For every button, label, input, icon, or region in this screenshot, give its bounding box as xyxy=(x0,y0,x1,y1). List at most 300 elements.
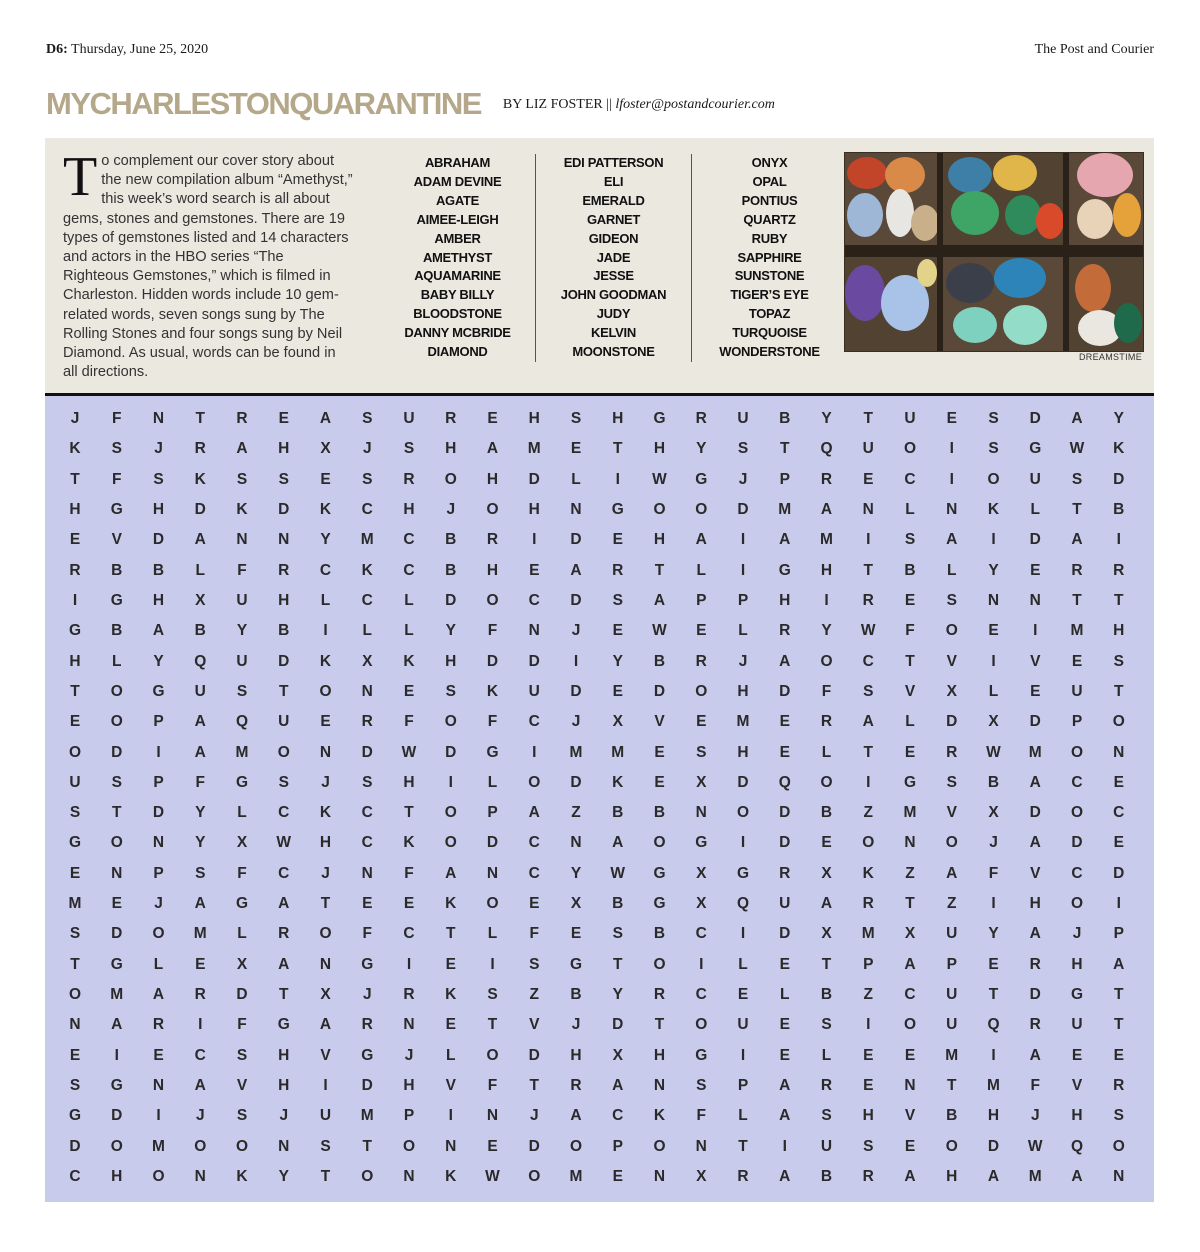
grid-letter: E xyxy=(779,955,790,973)
publication-name: The Post and Courier xyxy=(1034,42,1154,57)
grid-letter: V xyxy=(320,1046,331,1064)
grid-letter: E xyxy=(153,1046,164,1064)
grid-letter: S xyxy=(236,682,248,700)
grid-letter: B xyxy=(278,622,290,640)
grid-letter: S xyxy=(821,1107,832,1125)
grid-letter: J xyxy=(321,864,330,882)
word-list-item: SUNSTONE xyxy=(734,268,805,284)
grid-letter: I xyxy=(866,1016,871,1034)
grid-letter: H xyxy=(653,440,666,458)
grid-letter: X xyxy=(821,864,832,882)
grid-letter: E xyxy=(904,1137,916,1155)
grid-letter: D xyxy=(111,1107,123,1125)
grid-letter: I xyxy=(740,1046,746,1064)
grid-letter: S xyxy=(236,1107,248,1125)
grid-letter: O xyxy=(235,1137,249,1155)
grid-letter: W xyxy=(652,470,667,488)
grid-letter: C xyxy=(862,652,874,670)
grid-letter: C xyxy=(528,834,540,852)
grid-letter: M xyxy=(987,1077,1000,1095)
grid-letter: O xyxy=(862,834,875,852)
grid-letter: I xyxy=(740,561,746,579)
grid-letter: D xyxy=(528,1046,540,1064)
grid-letter: D xyxy=(1029,713,1041,731)
grid-letter: G xyxy=(736,864,750,882)
grid-letter: O xyxy=(903,440,917,458)
grid-letter: O xyxy=(319,682,332,700)
grid-letter: U xyxy=(737,410,749,427)
grid-letter: E xyxy=(1113,1046,1124,1064)
grid-letter: Y xyxy=(612,652,623,670)
grid-letter: E xyxy=(111,895,122,913)
grid-letter: A xyxy=(820,500,833,518)
grid-letter: E xyxy=(779,1046,790,1064)
grid-letter: N xyxy=(862,500,874,518)
grid-letter: V xyxy=(236,1077,248,1095)
word-list-item: AMETHYST xyxy=(422,249,493,265)
grid-letter: L xyxy=(320,591,331,609)
grid-letter: E xyxy=(946,410,957,427)
grid-letter: P xyxy=(863,955,874,973)
grid-letter: O xyxy=(945,834,958,852)
grid-letter: C xyxy=(904,986,916,1004)
grid-letter: B xyxy=(111,561,123,579)
grid-letter: R xyxy=(152,1016,165,1034)
grid-letter: J xyxy=(195,1107,205,1125)
grid-letter: R xyxy=(361,1016,373,1034)
grid-letter: Z xyxy=(529,986,539,1004)
grid-letter: N xyxy=(570,834,582,852)
grid-letter: J xyxy=(738,470,748,488)
word-list-item: GARNET xyxy=(586,211,641,227)
grid-letter: X xyxy=(696,773,707,791)
grid-letter: O xyxy=(110,1137,123,1155)
grid-letter: N xyxy=(278,1137,290,1155)
grid-letter: U xyxy=(779,895,791,913)
grid-letter: Q xyxy=(194,652,207,670)
grid-letter: J xyxy=(571,1016,581,1034)
grid-letter: R xyxy=(779,864,791,882)
grid-letter: F xyxy=(487,622,498,640)
grid-letter: Z xyxy=(905,864,915,882)
grid-letter: L xyxy=(404,591,414,609)
grid-letter: I xyxy=(991,895,996,913)
grid-letter: M xyxy=(193,925,207,943)
grid-letter: K xyxy=(445,986,457,1004)
grid-letter: O xyxy=(402,1137,416,1155)
grid-letter: M xyxy=(778,500,792,518)
grid-letter: T xyxy=(863,743,873,761)
grid-letter: O xyxy=(194,1137,207,1155)
grid-letter: A xyxy=(862,713,874,731)
grid-letter: D xyxy=(528,652,540,670)
grid-letter: S xyxy=(69,804,81,822)
grid-letter: T xyxy=(905,652,915,670)
grid-letter: N xyxy=(403,1016,415,1034)
photo-credit: DREAMSTIME xyxy=(1079,352,1143,362)
grid-letter: I xyxy=(866,773,871,791)
grid-letter: U xyxy=(737,1016,749,1034)
grid-letter: C xyxy=(278,864,290,882)
grid-letter: P xyxy=(612,1137,623,1155)
grid-letter: M xyxy=(820,531,833,549)
word-list-item: DANNY MCBRIDE xyxy=(404,325,511,341)
grid-letter: O xyxy=(695,500,708,518)
grid-letter: E xyxy=(1030,561,1041,579)
intro-body: o complement our cover story about the new compilation album “Amethyst,” this week’s word search is all about gems, stones and gemstones. There are 19 types of gemstones listed and 14 characters and actors in the HBO series “The Righteous Gemstones,” which is filmed in Charleston. Hidden words include 10 gem-related words, seven songs sung by The Rolling Stones and four songs sung by Neil Diamond. As usual, words can be found in all directions. xyxy=(63,153,353,381)
word-list-item: EDI PATTERSON xyxy=(563,155,664,170)
grid-letter: S xyxy=(320,1137,331,1155)
grid-letter: D xyxy=(1113,864,1125,882)
grid-letter: C xyxy=(278,804,290,822)
grid-letter: K xyxy=(653,1107,666,1125)
grid-letter: Q xyxy=(987,1016,1000,1034)
grid-letter: G xyxy=(611,500,624,518)
grid-letter: Y xyxy=(988,561,999,579)
grid-letter: E xyxy=(69,713,81,731)
grid-letter: A xyxy=(946,864,958,882)
grid-letter: B xyxy=(946,1107,958,1125)
grid-letter: O xyxy=(486,1046,499,1064)
grid-letter: X xyxy=(236,955,248,973)
grid-letter: B xyxy=(653,652,666,670)
grid-letter: A xyxy=(695,531,707,549)
grid-letter: I xyxy=(991,531,996,549)
grid-letter: G xyxy=(1029,440,1042,458)
grid-letter: X xyxy=(988,804,999,822)
grid-letter: U xyxy=(904,410,916,427)
grid-letter: L xyxy=(404,622,414,640)
grid-letter: A xyxy=(1071,531,1083,549)
grid-letter: G xyxy=(68,1107,82,1125)
grid-letter: S xyxy=(362,470,373,488)
grid-letter: U xyxy=(946,986,958,1004)
grid-letter: Y xyxy=(988,925,999,943)
grid-letter: D xyxy=(1113,470,1125,488)
grid-letter: D xyxy=(987,1137,1000,1155)
grid-letter: N xyxy=(152,1077,165,1095)
grid-letter: D xyxy=(445,743,457,761)
grid-letter: E xyxy=(779,743,790,761)
grid-letter: J xyxy=(571,713,581,731)
word-list-column xyxy=(535,154,691,362)
grid-letter: E xyxy=(362,895,373,913)
grid-letter: T xyxy=(70,682,80,700)
grid-letter: C xyxy=(194,1046,206,1064)
grid-letter: A xyxy=(612,1077,624,1095)
grid-letter: H xyxy=(1113,622,1125,640)
grid-letter: T xyxy=(487,1016,498,1034)
grid-letter: G xyxy=(235,773,249,791)
word-list-item: ABRAHAM xyxy=(424,155,491,170)
grid-letter: B xyxy=(570,986,582,1004)
word-search-grid xyxy=(45,396,1154,1202)
grid-letter: O xyxy=(653,834,666,852)
grid-letter: A xyxy=(528,804,540,822)
grid-letter: V xyxy=(946,652,957,670)
grid-letter: Y xyxy=(821,410,832,427)
grid-letter: U xyxy=(236,652,248,670)
grid-letter: E xyxy=(69,864,81,882)
grid-letter: P xyxy=(487,804,498,822)
word-list-item: TIGER’S EYE xyxy=(730,287,809,303)
grid-letter: L xyxy=(738,1107,748,1125)
grid-letter: C xyxy=(1071,864,1083,882)
grid-letter: L xyxy=(487,925,498,943)
grid-letter: T xyxy=(529,1077,539,1095)
grid-letter: G xyxy=(235,895,249,913)
grid-letter: J xyxy=(571,622,581,640)
grid-letter: D xyxy=(737,500,749,518)
grid-letter: J xyxy=(279,1107,289,1125)
grid-letter: Z xyxy=(947,895,957,913)
grid-letter: B xyxy=(194,622,206,640)
grid-letter: O xyxy=(1070,804,1084,822)
grid-letter: H xyxy=(653,531,666,549)
grid-letter: R xyxy=(403,470,415,488)
grid-letter: S xyxy=(988,410,999,427)
grid-letter: A xyxy=(236,440,248,458)
grid-letter: H xyxy=(737,682,749,700)
grid-letter: R xyxy=(820,1077,833,1095)
grid-letter: I xyxy=(156,743,161,761)
grid-letter: I xyxy=(699,955,704,973)
grid-letter: C xyxy=(319,561,332,579)
word-list-column xyxy=(380,154,535,362)
grid-letter: D xyxy=(570,682,582,700)
grid-letter: P xyxy=(153,713,164,731)
grid-letter: N xyxy=(1029,591,1041,609)
grid-letter: A xyxy=(1071,410,1083,427)
grid-letter: T xyxy=(279,986,289,1004)
word-list-item: OPAL xyxy=(752,173,787,189)
grid-letter: G xyxy=(653,864,666,882)
grid-letter: W xyxy=(1027,1137,1043,1155)
grid-letter: M xyxy=(611,743,625,761)
grid-letter: I xyxy=(824,591,829,609)
grid-letter: E xyxy=(904,591,916,609)
grid-letter: C xyxy=(904,470,916,488)
grid-letter: N xyxy=(987,591,1000,609)
grid-letter: W xyxy=(986,743,1001,761)
grid-letter: B xyxy=(612,895,624,913)
grid-letter: S xyxy=(988,440,999,458)
grid-letter: O xyxy=(486,895,499,913)
grid-letter: I xyxy=(949,440,954,458)
grid-letter: X xyxy=(946,682,957,700)
grid-letter: P xyxy=(779,470,790,488)
grid-letter: L xyxy=(988,682,999,700)
grid-letter: T xyxy=(446,925,456,943)
grid-letter: D xyxy=(486,834,499,852)
grid-letter: A xyxy=(779,652,791,670)
grid-letter: M xyxy=(861,925,875,943)
grid-letter: O xyxy=(68,986,82,1004)
grid-letter: U xyxy=(69,773,81,791)
grid-letter: T xyxy=(404,804,414,822)
grid-letter: A xyxy=(1029,925,1041,943)
grid-letter: L xyxy=(237,804,247,822)
grid-letter: Z xyxy=(863,986,873,1004)
grid-letter: F xyxy=(696,1107,706,1125)
grid-letter: H xyxy=(445,440,457,458)
word-list-item: PONTIUS xyxy=(741,192,798,208)
grid-letter: Y xyxy=(821,622,832,640)
grid-letter: O xyxy=(110,682,123,700)
grid-letter: E xyxy=(696,622,707,640)
grid-letter: C xyxy=(69,1168,81,1185)
grid-letter: N xyxy=(152,410,165,427)
grid-letter: R xyxy=(361,713,373,731)
grid-letter: S xyxy=(153,470,164,488)
grid-letter: L xyxy=(738,622,748,640)
grid-letter: T xyxy=(1072,500,1082,518)
grid-letter: L xyxy=(446,1046,456,1064)
grid-letter: B xyxy=(445,531,457,549)
grid-letter: G xyxy=(68,622,82,640)
grid-letter: M xyxy=(235,743,249,761)
grid-letter: E xyxy=(988,955,999,973)
grid-letter: K xyxy=(194,470,206,488)
grid-letter: A xyxy=(987,1168,1000,1185)
grid-letter: T xyxy=(1114,986,1124,1004)
grid-letter: H xyxy=(987,1107,1000,1125)
grid-letter: M xyxy=(360,1107,374,1125)
grid-letter: H xyxy=(528,410,540,427)
grid-letter: B xyxy=(820,804,833,822)
grid-letter: V xyxy=(1030,652,1041,670)
grid-letter: S xyxy=(570,410,582,427)
grid-letter: M xyxy=(360,531,374,549)
grid-letter: E xyxy=(1113,834,1124,852)
grid-letter: D xyxy=(361,743,373,761)
grid-letter: S xyxy=(612,591,623,609)
grid-letter: I xyxy=(490,955,495,973)
grid-letter: E xyxy=(612,1168,623,1185)
grid-letter: G xyxy=(110,955,123,973)
grid-letter: R xyxy=(194,440,206,458)
grid-letter: I xyxy=(1116,531,1121,549)
grid-letter: R xyxy=(653,986,666,1004)
grid-letter: O xyxy=(1112,1137,1125,1155)
grid-letter: I xyxy=(573,652,579,670)
grid-letter: O xyxy=(152,1168,165,1185)
grid-letter: S xyxy=(1113,1107,1124,1125)
grid-letter: S xyxy=(69,1077,81,1095)
grid-letter: V xyxy=(904,682,916,700)
grid-letter: T xyxy=(863,410,873,427)
grid-letter: E xyxy=(863,1077,874,1095)
grid-letter: A xyxy=(445,864,457,882)
grid-letter: I xyxy=(991,652,996,670)
grid-letter: C xyxy=(528,591,540,609)
grid-letter: U xyxy=(1029,470,1041,488)
grid-letter: I xyxy=(1116,895,1121,913)
gemstones-image xyxy=(845,153,1143,351)
grid-letter: G xyxy=(110,1077,123,1095)
grid-letter: R xyxy=(695,652,707,670)
grid-letter: E xyxy=(445,1016,456,1034)
grid-letter: X xyxy=(696,895,707,913)
grid-letter: D xyxy=(236,986,248,1004)
grid-letter: E xyxy=(278,410,289,427)
title-part-charleston: CHARLESTON xyxy=(89,86,290,121)
grid-letter: T xyxy=(654,561,665,579)
grid-letter: H xyxy=(403,500,415,518)
grid-letter: X xyxy=(320,440,331,458)
grid-letter: O xyxy=(987,470,1000,488)
grid-letter: F xyxy=(404,864,414,882)
grid-letter: L xyxy=(195,561,205,579)
grid-letter: D xyxy=(111,925,123,943)
grid-letter: E xyxy=(612,682,623,700)
grid-letter: O xyxy=(736,804,750,822)
grid-letter: F xyxy=(529,925,539,943)
grid-letter: D xyxy=(570,531,582,549)
grid-letter: A xyxy=(194,531,206,549)
word-list-column xyxy=(691,154,847,362)
grid-letter: O xyxy=(945,622,958,640)
grid-letter: F xyxy=(988,864,999,882)
word-list-item: KELVIN xyxy=(591,325,636,341)
grid-letter: K xyxy=(445,895,457,913)
grid-letter: F xyxy=(237,864,247,882)
word-list-item: BLOODSTONE xyxy=(413,306,502,322)
grid-letter: H xyxy=(1071,1107,1083,1125)
grid-letter: D xyxy=(1029,804,1041,822)
grid-letter: A xyxy=(486,440,499,458)
grid-letter: D xyxy=(570,591,582,609)
grid-letter: I xyxy=(323,1077,328,1095)
grid-letter: L xyxy=(905,500,915,518)
grid-letter: T xyxy=(362,1137,372,1155)
grid-letter: L xyxy=(821,743,832,761)
grid-letter: E xyxy=(612,531,623,549)
grid-letter: O xyxy=(528,1168,541,1185)
grid-letter: E xyxy=(529,895,540,913)
grid-letter: O xyxy=(1070,895,1084,913)
grid-letter: S xyxy=(487,986,498,1004)
grid-letter: B xyxy=(820,1168,833,1185)
grid-letter: W xyxy=(485,1168,500,1185)
grid-letter: Y xyxy=(236,622,248,640)
grid-letter: S xyxy=(278,773,289,791)
grid-letter: R xyxy=(1113,1077,1125,1095)
grid-letter: X xyxy=(236,834,248,852)
grid-letter: J xyxy=(404,1046,414,1064)
grid-letter: O xyxy=(361,1168,374,1185)
grid-letter: U xyxy=(278,713,290,731)
title-part-my: MY xyxy=(46,86,90,121)
grid-letter: J xyxy=(154,895,163,913)
grid-letter: E xyxy=(320,470,331,488)
grid-letter: U xyxy=(403,410,415,427)
grid-letter: V xyxy=(111,531,122,549)
grid-letter: K xyxy=(1113,440,1125,458)
grid-letter: R xyxy=(862,1168,874,1185)
grid-letter: T xyxy=(905,895,915,913)
grid-letter: C xyxy=(1113,804,1125,822)
grid-letter: L xyxy=(1030,500,1040,518)
grid-letter: T xyxy=(947,1077,957,1095)
grid-letter: H xyxy=(152,500,165,518)
grid-letter: I xyxy=(114,1046,119,1064)
grid-letter: T xyxy=(70,955,80,973)
grid-letter: T xyxy=(780,440,790,458)
grid-letter: G xyxy=(695,1046,708,1064)
grid-letter: F xyxy=(112,410,122,427)
grid-letter: S xyxy=(821,1016,832,1034)
